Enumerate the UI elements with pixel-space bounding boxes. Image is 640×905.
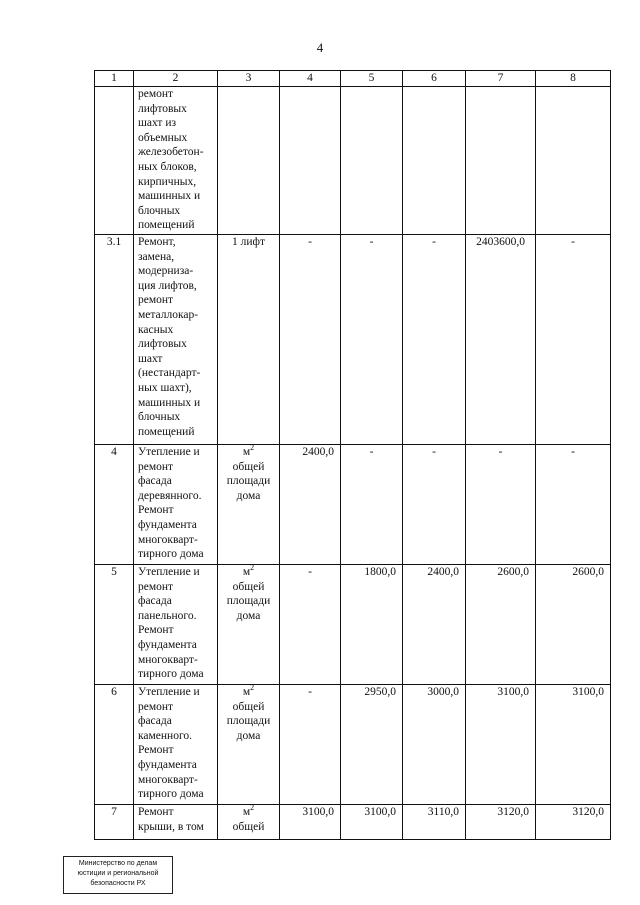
column-header: 4 (280, 71, 341, 87)
value-cell: 3100,0 (536, 685, 611, 805)
value-cell: 2400,0 (280, 445, 341, 565)
table-row (95, 445, 611, 565)
value-cell: 2400,0 (403, 565, 466, 685)
value-cell: - (280, 685, 341, 805)
unit-cell (218, 445, 280, 565)
works-table (94, 70, 611, 840)
column-header: 8 (536, 71, 611, 87)
value-cell: - (403, 445, 466, 565)
value-cell: 2403600,0 (466, 235, 536, 445)
column-number-row (95, 71, 611, 87)
stamp-line: безопасности РХ (90, 880, 146, 887)
value-cell (403, 87, 466, 235)
registration-stamp (63, 856, 173, 894)
unit-text: м (242, 566, 251, 578)
value-cell: 1800,0 (341, 565, 403, 685)
stamp-line: юстиции и региональной (77, 870, 159, 877)
unit-superscript: 2 (250, 803, 255, 812)
work-description: Ремонт крыши, в том (134, 805, 218, 840)
unit-text-rest: общей площади дома (226, 460, 271, 502)
unit-superscript: 2 (250, 563, 255, 572)
value-cell: 3120,0 (536, 805, 611, 840)
unit-text: м (242, 686, 251, 698)
value-cell: - (403, 235, 466, 445)
table-row (95, 685, 611, 805)
table-row (95, 235, 611, 445)
value-cell (536, 87, 611, 235)
unit-cell (218, 235, 280, 445)
unit-superscript: 2 (250, 443, 255, 452)
value-cell: - (536, 445, 611, 565)
value-cell: - (280, 565, 341, 685)
unit-cell (218, 805, 280, 840)
value-cell: 3100,0 (341, 805, 403, 840)
table-row (95, 805, 611, 840)
value-cell: - (280, 235, 341, 445)
unit-cell (218, 685, 280, 805)
column-header: 2 (134, 71, 218, 87)
column-header: 1 (95, 71, 134, 87)
row-number (95, 87, 134, 235)
value-cell: - (341, 445, 403, 565)
unit-text-rest: общей площади дома (226, 580, 271, 622)
column-header: 7 (466, 71, 536, 87)
value-cell: 3100,0 (280, 805, 341, 840)
table-row (95, 565, 611, 685)
work-description: Ремонт, замена, модерниза- ция лифтов, ремонт металлокар- касных лифтовых шахт (нестандарт- ных шахт), машинных и блочных помещений (134, 235, 218, 445)
value-cell: 3000,0 (403, 685, 466, 805)
value-cell: 2950,0 (341, 685, 403, 805)
value-cell (280, 87, 341, 235)
work-description: Утепление и ремонт фасада каменного. Ремонт фундамента многокварт- тирного дома (134, 685, 218, 805)
value-cell: 2600,0 (466, 565, 536, 685)
row-number: 3.1 (95, 235, 134, 445)
column-header: 5 (341, 71, 403, 87)
unit-text: м (242, 446, 251, 458)
unit-cell (218, 565, 280, 685)
value-cell: - (466, 445, 536, 565)
page-number: 4 (316, 40, 324, 55)
unit-text: м (242, 806, 251, 818)
unit-cell (218, 87, 280, 235)
value-cell: 3100,0 (466, 685, 536, 805)
value-cell: 3120,0 (466, 805, 536, 840)
value-cell (341, 87, 403, 235)
unit-text: 1 лифт (232, 236, 265, 248)
column-header: 3 (218, 71, 280, 87)
table-row (95, 87, 611, 235)
work-description: Утепление и ремонт фасада деревянного. Ремонт фундамента многокварт- тирного дома (134, 445, 218, 565)
work-description: Утепление и ремонт фасада панельного. Ремонт фундамента многокварт- тирного дома (134, 565, 218, 685)
value-cell: 2600,0 (536, 565, 611, 685)
row-number: 7 (95, 805, 134, 840)
value-cell: - (341, 235, 403, 445)
row-number: 6 (95, 685, 134, 805)
value-cell (466, 87, 536, 235)
column-header: 6 (403, 71, 466, 87)
row-number: 4 (95, 445, 134, 565)
stamp-line: Министерство по делам (78, 860, 158, 867)
unit-text-rest: общей (232, 820, 265, 833)
unit-text-rest: общей площади дома (226, 700, 271, 742)
work-description: ремонт лифтовых шахт из объемных железобетон- ных блоков, кирпичных, машинных и блочных помещений (134, 87, 218, 235)
unit-superscript: 2 (250, 683, 255, 692)
value-cell: - (536, 235, 611, 445)
row-number: 5 (95, 565, 134, 685)
value-cell: 3110,0 (403, 805, 466, 840)
